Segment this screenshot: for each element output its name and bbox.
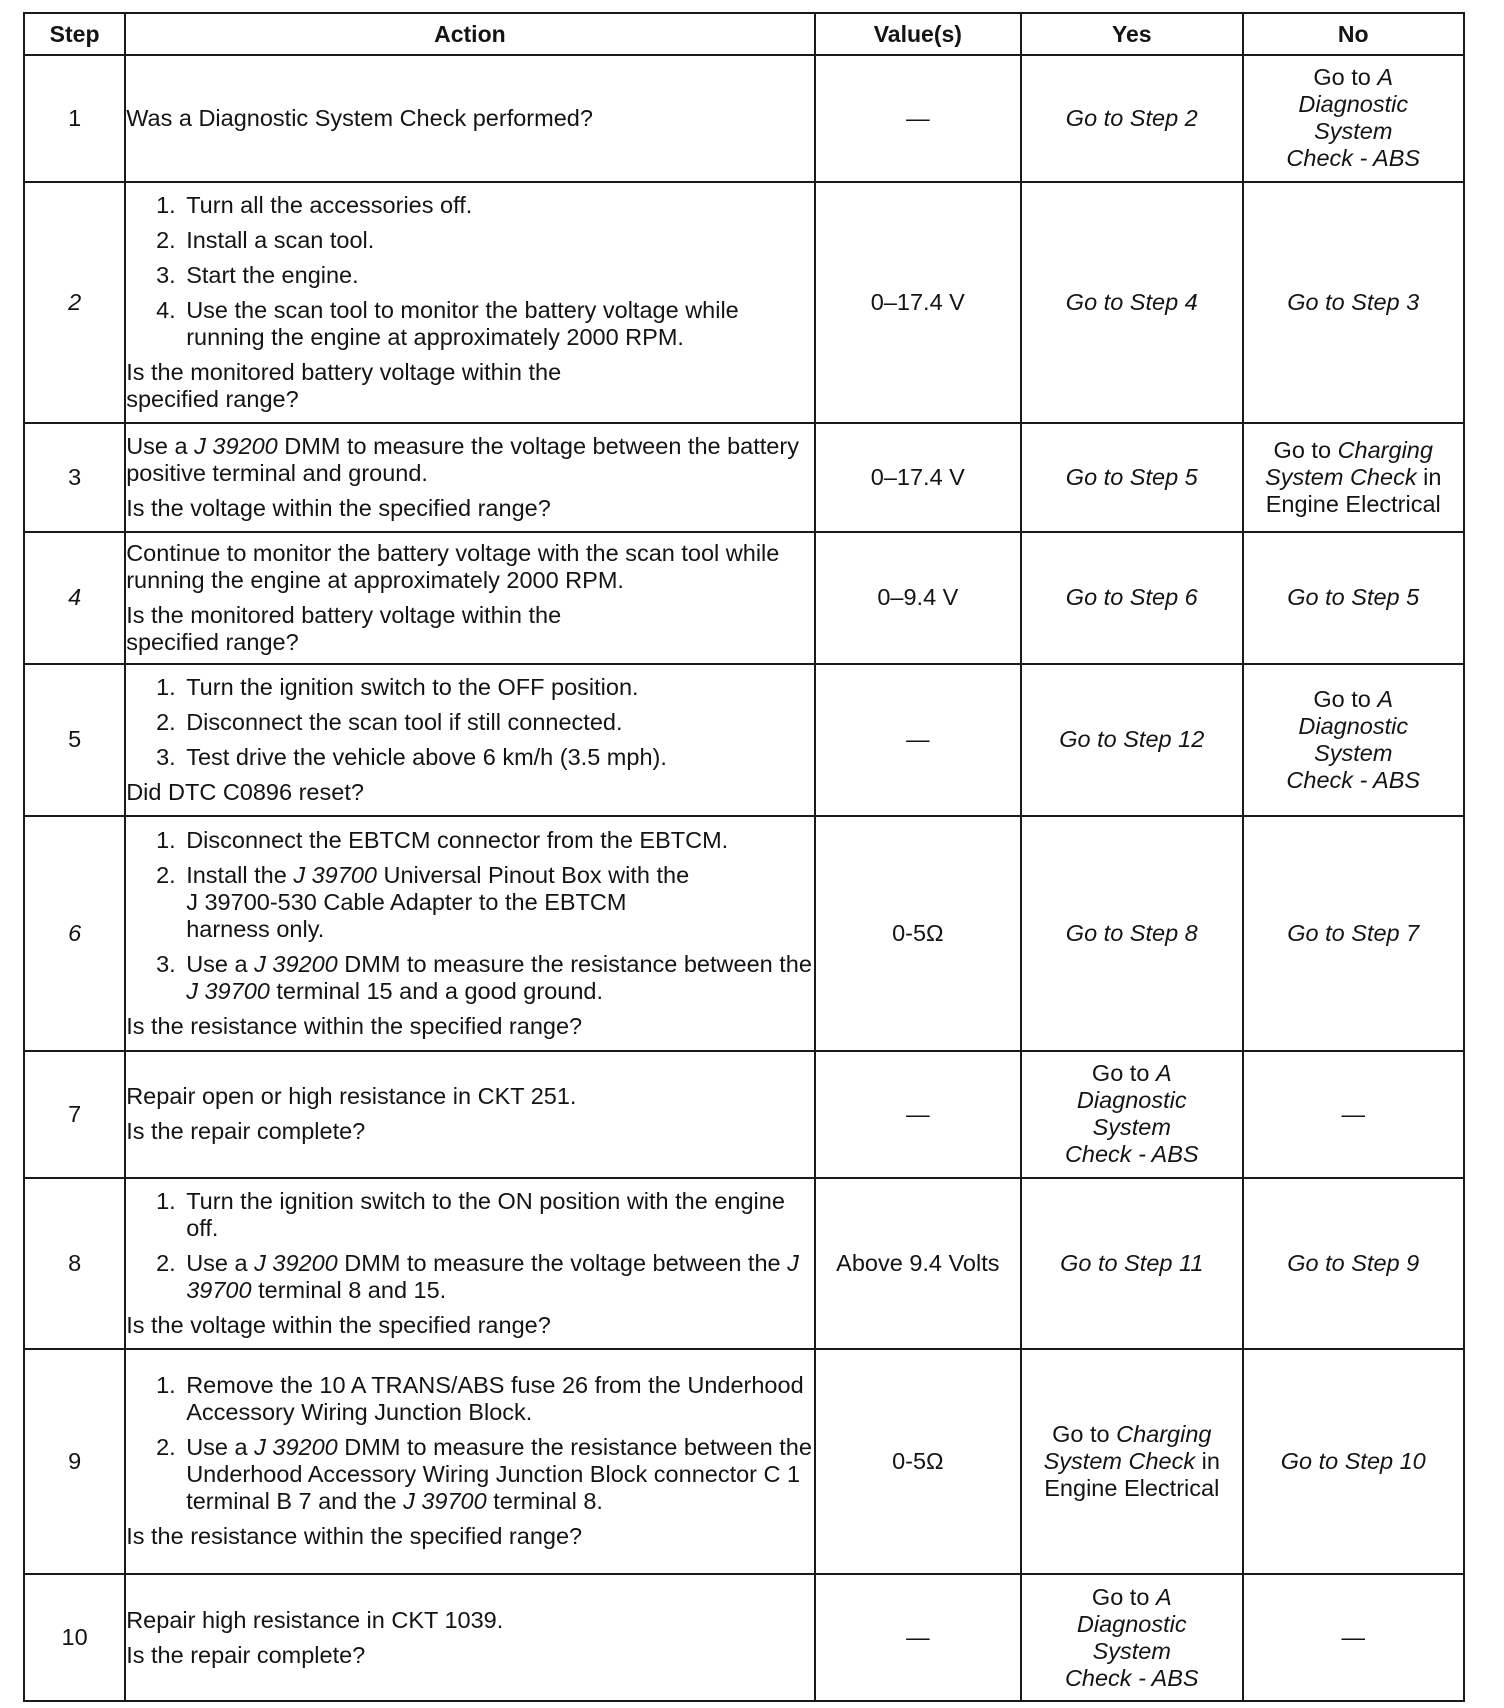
link-text: A <box>1377 64 1394 91</box>
step-number: 2 <box>24 182 125 424</box>
step-value: 0-5Ω <box>815 1349 1021 1574</box>
step-number: 8 <box>24 1178 125 1349</box>
step-question: Is the voltage within the specified range? <box>126 1311 551 1338</box>
step-action <box>125 1349 814 1574</box>
step-substeps <box>126 1372 813 1515</box>
step-question: Did DTC C0896 reset? <box>126 778 364 805</box>
step-yes: Go to Step 6 <box>1021 532 1242 664</box>
step-question: Is the voltage within the specified range? <box>126 495 551 522</box>
step-no: — <box>1243 1574 1465 1701</box>
step-no: Go to Step 7 <box>1243 816 1465 1051</box>
step-number: 4 <box>24 532 125 664</box>
step-yes: Go to Charging System Check in Engine Electrical <box>1021 1349 1242 1574</box>
step-row-6 <box>24 816 1464 1051</box>
substep: 2. Use a J 39200 DMM to measure the resistance between the Underhood Accessory Wiring Junction Block connector C 1 terminal B 7 and the J 39700 terminal 8. <box>182 1434 813 1515</box>
step-no: Go to A Diagnostic System Check - ABS <box>1243 664 1465 816</box>
step-number: 10 <box>24 1574 125 1701</box>
step-question: Is the repair complete? <box>126 1641 366 1668</box>
step-number: 1 <box>24 55 125 182</box>
step-yes: Go to Step 8 <box>1021 816 1242 1051</box>
substep: 1. Turn the ignition switch to the ON position with the engine off. <box>182 1188 813 1242</box>
step-yes: Go to Step 2 <box>1021 55 1242 182</box>
step-row-9 <box>24 1349 1464 1574</box>
step-value: 0–17.4 V <box>815 182 1021 424</box>
step-instruction: Repair open or high resistance in CKT 251. <box>126 1083 577 1110</box>
step-action <box>125 664 814 816</box>
step-no: Go to Step 3 <box>1243 182 1465 424</box>
tool-name: J 39700 <box>403 1488 487 1515</box>
link-text: System <box>1314 118 1393 145</box>
tool-name: J 39700 <box>186 977 270 1004</box>
step-row-7 <box>24 1051 1464 1178</box>
step-no <box>1243 55 1465 182</box>
substep: 1. Turn the ignition switch to the OFF position. <box>182 674 813 701</box>
step-instruction: Use a J 39200 DMM to measure the voltage between the battery positive terminal and ground. <box>126 433 799 487</box>
step-question: Is the monitored battery voltage within the specified range? <box>126 601 562 655</box>
substep: 4. Use the scan tool to monitor the battery voltage while running the engine at approximately 2000 RPM. <box>182 297 813 351</box>
step-substeps <box>126 192 813 351</box>
header-values: Value(s) <box>815 13 1021 55</box>
header-row <box>24 13 1464 55</box>
step-question: Is the monitored battery voltage within the specified range? <box>126 359 562 413</box>
substep: 3. Use a J 39200 DMM to measure the resistance between the J 39700 terminal 15 and a good ground. <box>182 951 813 1005</box>
step-action <box>125 1051 814 1178</box>
step-row-5 <box>24 664 1464 816</box>
step-substeps <box>126 1188 813 1304</box>
substep: 2. Use a J 39200 DMM to measure the voltage between the J 39700 terminal 8 and 15. <box>182 1250 813 1304</box>
step-question: Is the repair complete? <box>126 1118 366 1145</box>
substep: 1. Remove the 10 A TRANS/ABS fuse 26 from the Underhood Accessory Wiring Junction Block. <box>182 1372 813 1426</box>
go-to-text: Go to <box>1313 64 1371 91</box>
tool-name: J 39200 <box>254 1434 338 1461</box>
step-action <box>125 1574 814 1701</box>
tool-name: J 39200 <box>194 433 278 460</box>
step-no: Go to Charging System Check in Engine Electrical <box>1243 423 1465 531</box>
step-no: Go to Step 10 <box>1243 1349 1465 1574</box>
step-no: Go to Step 5 <box>1243 532 1465 664</box>
link-text: Charging System Check <box>1043 1420 1212 1474</box>
step-instruction: Continue to monitor the battery voltage with the scan tool while running the engine at approximately 2000 RPM. <box>126 539 780 593</box>
substep: 3. Start the engine. <box>182 262 813 289</box>
step-action <box>125 182 814 424</box>
header-action: Action <box>125 13 814 55</box>
step-yes: Go to Step 5 <box>1021 423 1242 531</box>
tool-name: J 39200 <box>254 950 338 977</box>
tool-name: J 39700 <box>293 861 377 888</box>
step-action <box>125 423 814 531</box>
step-row-4 <box>24 532 1464 664</box>
link-text: Diagnostic <box>1298 91 1409 118</box>
diagnostic-table <box>23 12 1465 1702</box>
step-yes: Go to Step 4 <box>1021 182 1242 424</box>
step-value: — <box>815 1051 1021 1178</box>
step-number: 9 <box>24 1349 125 1574</box>
substep: 2. Disconnect the scan tool if still connected. <box>182 709 813 736</box>
step-instruction: Repair high resistance in CKT 1039. <box>126 1606 504 1633</box>
header-step: Step <box>24 13 125 55</box>
step-value: 0-5Ω <box>815 816 1021 1051</box>
header-yes: Yes <box>1021 13 1242 55</box>
substep: 1. Disconnect the EBTCM connector from the EBTCM. <box>182 827 813 854</box>
step-number: 3 <box>24 423 125 531</box>
step-value: 0–9.4 V <box>815 532 1021 664</box>
step-action <box>125 55 814 182</box>
step-value: — <box>815 1574 1021 1701</box>
step-yes: Go to Step 12 <box>1021 664 1242 816</box>
substep: 1. Turn all the accessories off. <box>182 192 813 219</box>
step-value: — <box>815 55 1021 182</box>
step-yes: Go to Step 11 <box>1021 1178 1242 1349</box>
substep: 2. Install a scan tool. <box>182 227 813 254</box>
step-row-2 <box>24 182 1464 424</box>
step-value: 0–17.4 V <box>815 423 1021 531</box>
step-substeps <box>126 674 813 771</box>
tool-name: J 39700 <box>186 1249 799 1303</box>
step-number: 6 <box>24 816 125 1051</box>
step-row-3 <box>24 423 1464 531</box>
step-action <box>125 1178 814 1349</box>
substep: 2. Install the J 39700 Universal Pinout Box with the J 39700-530 Cable Adapter to the EBTCM harness only. <box>182 862 813 943</box>
step-yes: Go to A Diagnostic System Check - ABS <box>1021 1574 1242 1701</box>
step-substeps <box>126 827 813 1005</box>
step-action <box>125 532 814 664</box>
step-number: 5 <box>24 664 125 816</box>
substep: 3. Test drive the vehicle above 6 km/h (3.5 mph). <box>182 744 813 771</box>
step-question: Was a Diagnostic System Check performed? <box>126 104 593 131</box>
step-value: — <box>815 664 1021 816</box>
step-question: Is the resistance within the specified range? <box>126 1523 583 1550</box>
tool-name: J 39200 <box>254 1249 338 1276</box>
step-row-1 <box>24 55 1464 182</box>
step-no: — <box>1243 1051 1465 1178</box>
step-no: Go to Step 9 <box>1243 1178 1465 1349</box>
step-yes: Go to A Diagnostic System Check - ABS <box>1021 1051 1242 1178</box>
link-text: Charging System Check <box>1265 437 1433 491</box>
step-number: 7 <box>24 1051 125 1178</box>
link-text: Check - ABS <box>1286 145 1421 172</box>
step-row-10 <box>24 1574 1464 1701</box>
step-action <box>125 816 814 1051</box>
step-question: Is the resistance within the specified range? <box>126 1012 583 1039</box>
step-row-8 <box>24 1178 1464 1349</box>
step-value: Above 9.4 Volts <box>815 1178 1021 1349</box>
header-no: No <box>1243 13 1465 55</box>
